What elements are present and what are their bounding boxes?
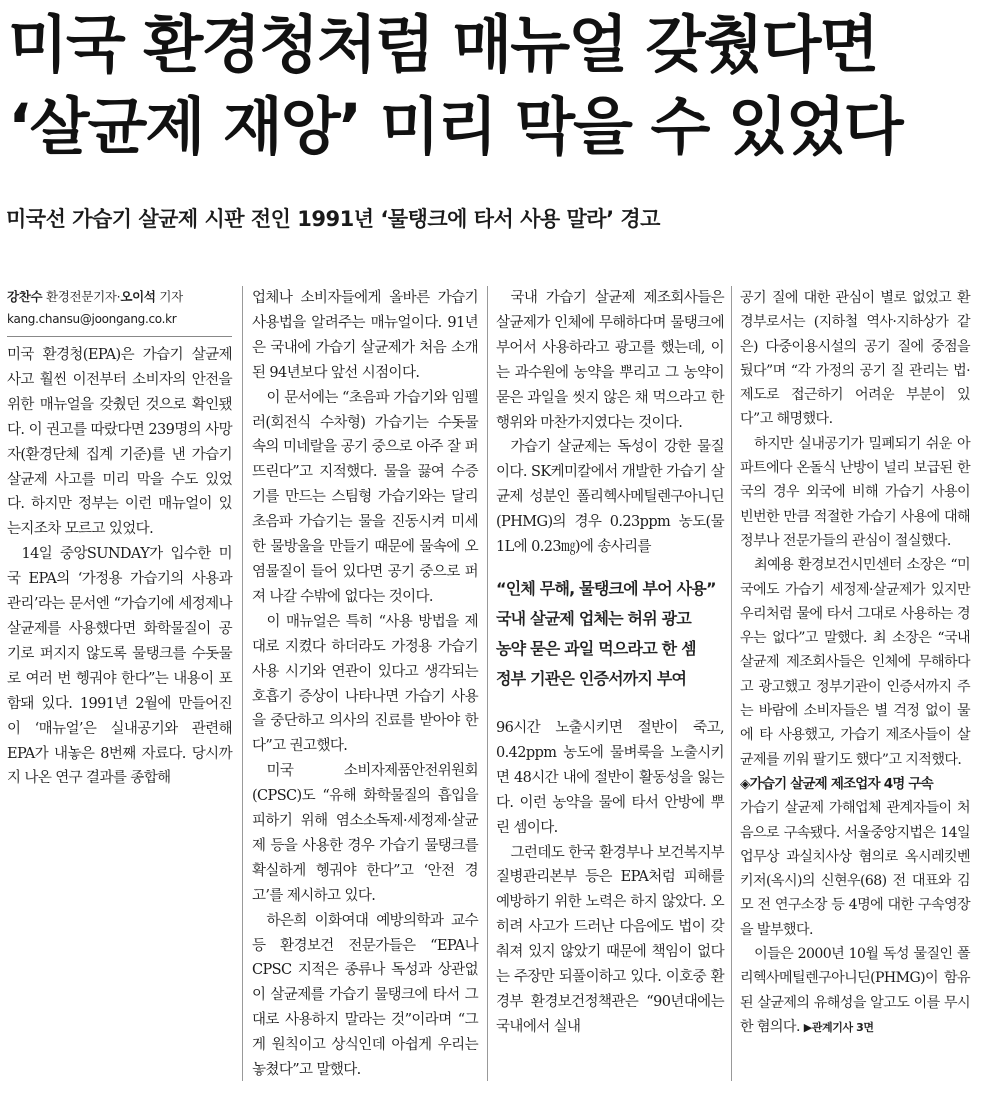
column-divider-1 [242, 286, 243, 1081]
byline [7, 286, 232, 330]
paragraph [740, 942, 970, 1040]
headline-line-2: ‘살균제 재앙’ 미리 막을 수 있었다 [8, 90, 902, 163]
paragraph: 업체나 소비자들에게 올바른 가습기 사용법을 알려주는 매뉴얼이다. 91년은 국내에 가습기 살균제가 처음 소개된 94년보다 앞선 시점이다. [252, 290, 478, 381]
reporter-email[interactable]: kang.chansu@joongang.co.kr [7, 312, 177, 326]
article-column-4 [740, 286, 970, 1040]
byline-rule [7, 336, 232, 337]
article-column-2 [252, 286, 478, 1083]
pull-quote-line-3: 농약 묻은 과일 먹으라고 한 셈 [496, 638, 696, 658]
column-divider-3 [731, 286, 732, 1081]
subsection-heading: ◈가습기 살균제 제조업자 4명 구속 [740, 775, 933, 792]
reporter-title-1: 환경전문기자· [42, 289, 121, 304]
paragraph: 최예용 환경보건시민센터 소장은 “미국에도 가습기 세정제·살균제가 있지만 우리처럼 물에 타서 그대로 사용하는 경우는 없다”고 말했다. 최 소장은 “국내 살균제 제조회사들은 인체에 무해하다고 광고했고 정부기관이 인증서까지 주는 바람에 소비자들은 별 걱정 없이 물에 타 사용했고, 가습기 제조사들이 살균제를 끼워 팔기도 했다”고 지적했다. [740, 557, 970, 768]
paragraph-text: 이들은 2000년 10월 독성 물질인 폴리헥사메틸렌구아니딘(PHMG)이 함유된 살균제의 유해성을 알고도 이를 무시한 혐의다. [740, 946, 970, 1035]
article-column-1 [7, 286, 232, 791]
reporter-title-2: 기자 [155, 289, 183, 304]
column-divider-2 [487, 286, 488, 1081]
pull-quote-line-1: “인체 무해, 물탱크에 부어 사용” [496, 578, 716, 598]
paragraph: 하은희 이화여대 예방의학과 교수 등 환경보건 전문가들은 “EPA나 CPSC 지적은 종류나 독성과 상관없이 살균제를 가습기 물탱크에 타서 그대로 사용하지 말라는 것”이라며 “그게 원칙이고 상식인데 아쉽게 우리는 놓쳤다”고 말했다. [252, 912, 478, 1079]
paragraph: 가습기 살균제 가해업체 관계자들이 처음으로 구속됐다. 서울중앙지법은 14일 업무상 과실치사상 혐의로 옥시레킷벤키저(옥시)의 신현우(68) 전 대표와 김모 전 연구소장 등 4명에 대한 구속영장을 발부했다. [740, 800, 970, 938]
paragraph: 그런데도 한국 환경부나 보건복지부 질병관리본부 등은 EPA처럼 피해를 예방하기 위한 노력은 하지 않았다. 오히려 사고가 드러난 다음에도 법이 갖춰져 있지 않았기 때문에 책임이 없다는 주장만 되풀이하고 있다. 이호중 환경부 환경보건정책관은 “90년대에는 국내에서 실내 [496, 844, 724, 1035]
paragraph: 14일 중앙SUNDAY가 입수한 미국 EPA의 ‘가정용 가습기의 사용과 관리’라는 문서엔 “가습기에 세정제나 살균제를 사용했다면 화학물질이 공기로 퍼지지 않도록 물탱크를 수돗물로 여러 번 헹궈야 한다”는 내용이 포함돼 있다. 1991년 2월에 만들어진 이 ‘매뉴얼’은 실내공기와 관련해 EPA가 내놓은 8번째 자료다. 당시까지 나온 연구 결과를 종합해 [7, 546, 232, 787]
paragraph: 공기 질에 대한 관심이 별로 없었고 환경부로서는 (지하철 역사·지하상가 같은) 다중이용시설의 공기 질에 중점을 뒀다”며 “각 가정의 공기 질 관리는 법·제도로 접근하기 어려운 부분이 있다”고 해명했다. [740, 290, 970, 428]
subheadline: 미국선 가습기 살균제 시판 전인 1991년 ‘물탱크에 타서 사용 말라’ 경고 [6, 207, 660, 231]
reporter-name-2: 오이석 [120, 289, 156, 304]
paragraph: 하지만 실내공기가 밀폐되기 쉬운 아파트에다 온돌식 난방이 널리 보급된 한국의 경우 외국에 비해 가습기 사용이 빈번한 만큼 적절한 가습기 사용에 대해 정부나 전문가들의 관심이 절실했다. [740, 435, 970, 549]
paragraph: 이 매뉴얼은 특히 “사용 방법을 제대로 지켰다 하더라도 가정용 가습기 사용 시기와 연관이 있다고 생각되는 호흡기 증상이 나타나면 가습기 사용을 중단하고 의사의 진료를 받아야 한다”고 권고했다. [252, 613, 478, 755]
article-column-3 [496, 286, 724, 1040]
paragraph: 미국 환경청(EPA)은 가습기 살균제 사고 훨씬 이전부터 소비자의 안전을 위한 매뉴얼을 갖췄던 것으로 확인됐다. 이 권고를 따랐다면 239명의 사망자(환경단체 집계 기준)를 낸 가습기 살균제 사고를 미리 막을 수도 있었다. 하지만 정부는 이런 매뉴얼이 있는지조차 모르고 있었다. [7, 347, 232, 538]
pull-quote-line-4: 정부 기관은 인증서까지 부여 [496, 668, 687, 688]
related-article-link[interactable]: ▶관계기사 3면 [803, 1020, 874, 1034]
paragraph: 미국 소비자제품안전위원회(CPSC)도 “유해 화학물질의 흡입을 피하기 위해 염소소독제·세정제·살균제 등을 사용한 경우 가습기 물탱크를 확실하게 헹궈야 한다”고 ‘안전 경고’를 제시하고 있다. [252, 763, 478, 904]
headline-line-1: 미국 환경청처럼 매뉴얼 갖췄다면 [8, 8, 878, 81]
paragraph: 이 문서에는 “초음파 가습기와 임펠러(회전식 수차형) 가습기는 수돗물 속의 미네랄을 공기 중으로 아주 잘 퍼뜨린다”고 지적했다. 물을 끓여 수증기를 만드는 스팀형 가습기와는 달리 초음파 가습기는 물을 진동시켜 미세한 물방울을 만들기 때문에 물속에 오염물질이 들어 있다면 공기 중으로 퍼져 나갈 수밖에 없다는 것이다. [252, 389, 478, 605]
pull-quote [496, 574, 724, 694]
pull-quote-line-2: 국내 살균제 업체는 허위 광고 [496, 608, 691, 628]
paragraph: 국내 가습기 살균제 제조회사들은 살균제가 인체에 무해하다며 물탱크에 부어서 사용하라고 광고를 했는데, 이는 과수원에 농약을 뿌리고 그 농약이 묻은 과일을 씻지 않은 채 먹으라고 한 행위와 마찬가지였다는 것이다. [496, 290, 724, 431]
reporter-name-1: 강찬수 [7, 289, 43, 304]
headline [8, 4, 976, 168]
paragraph: 96시간 노출시키면 절반이 죽고, 0.42ppm 농도에 물벼룩을 노출시키면 48시간 내에 절반이 활동성을 잃는다. 이런 농약을 물에 타서 안방에 뿌린 셈이다. [496, 719, 724, 836]
paragraph: 가습기 살균제는 독성이 강한 물질이다. SK케미칼에서 개발한 가습기 살균제 성분인 폴리헥사메틸렌구아니딘(PHMG)의 경우 0.23ppm 농도(물 1L에 0.23㎎)에 송사리를 [496, 439, 724, 556]
